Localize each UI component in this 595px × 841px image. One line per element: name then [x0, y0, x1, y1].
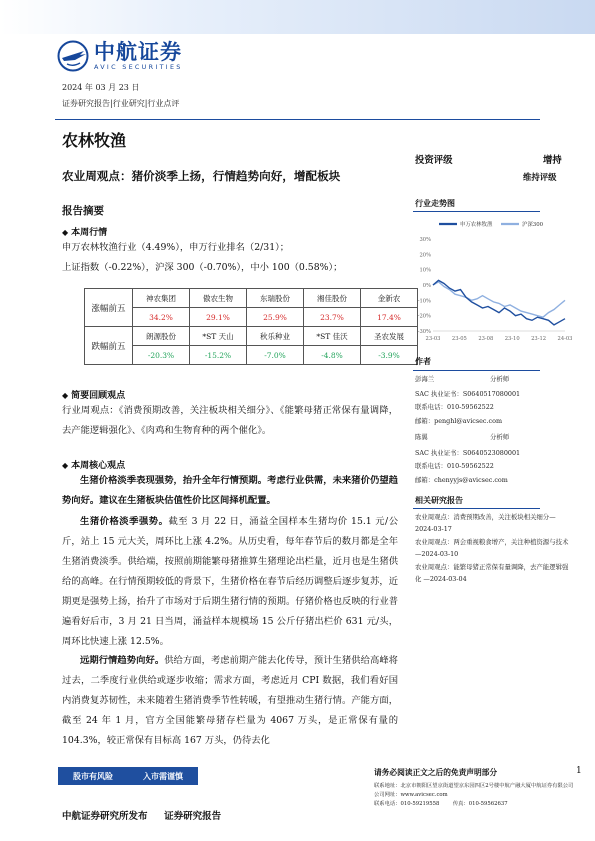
author-role: 分析师	[490, 375, 510, 383]
related-divider	[413, 508, 540, 509]
company-logo	[57, 38, 183, 74]
loser-name: 朗源股份	[133, 327, 190, 346]
table-row	[85, 289, 418, 308]
diamond-bullet-icon: ◆	[62, 390, 69, 400]
gainers-label: 涨幅前五	[85, 289, 133, 327]
company-address: 联系地址：北京市朝阳区望京街道望京东园四区2号楼中航产融大厦中航证券有限公司	[374, 783, 574, 789]
author-divider	[413, 370, 540, 371]
author-cert: SAC 执业证书：S0640523080001	[415, 449, 521, 457]
gainer-name: 金新农	[361, 289, 418, 308]
y-tick-label: 30%	[419, 237, 431, 243]
related-reports-title: 相关研究报告	[415, 495, 463, 505]
trend-chart-title: 行业走势图	[415, 198, 455, 208]
sector-title: 农林牧渔	[62, 131, 127, 150]
loser-pct: -4.8%	[304, 346, 361, 365]
top-band	[0, 0, 595, 34]
weekly-market-line-1: 申万农林牧渔行业（4.49%），申万行业排名（2/31）；	[62, 242, 290, 253]
chart-lines	[433, 280, 565, 325]
company-phone-fax: 联系电话：010-59219558 传真：010-59562637	[374, 801, 508, 807]
loser-pct: -3.9%	[361, 346, 418, 365]
loser-pct: -15.2%	[190, 346, 247, 365]
x-tick-label: 23-10	[504, 336, 520, 342]
risk-text-1: 股市有风险	[73, 770, 113, 781]
loser-name: 圣农发展	[361, 327, 418, 346]
y-tick-label: -20%	[417, 313, 431, 320]
report-headline: 农业周观点：猪价淡季上扬，行情趋势向好，增配板块	[62, 169, 341, 183]
outlook-lead: 远期行情趋势向好。	[80, 655, 165, 666]
author-name: 陈翼	[415, 433, 428, 441]
diamond-bullet-icon: ◆	[62, 227, 69, 237]
logo-cn-text: 中航证券	[94, 40, 182, 64]
author-email[interactable]: 邮箱：penghl@avicsec.com	[415, 417, 503, 425]
series-line	[433, 280, 565, 325]
related-report-link[interactable]: 农业周观点：能繁母猪正常保有量调降，去产能逻辑强化 —2024-03-04	[415, 563, 569, 583]
publisher: 中航证券研究所发布 证券研究报告	[62, 811, 222, 822]
author-email[interactable]: 邮箱：chenyyjs@avicsec.com	[415, 476, 508, 484]
section-weekly-market: ◆ 本周行情	[62, 227, 108, 238]
trend-divider	[413, 211, 540, 212]
core-view-summary: 生猪价格淡季表现强势，抬升全年行情预期。考虑行业供需，未来猪价仍望趋势向好。建议在生猪板块估值性价比区间择机配置。	[62, 475, 398, 506]
paragraph-outlook	[62, 651, 398, 751]
paragraph-pig-price	[62, 512, 398, 652]
table-row	[85, 308, 418, 327]
losers-label: 跌幅前五	[85, 327, 133, 365]
loser-pct: -20.3%	[133, 346, 190, 365]
risk-text-2: 入市需谨慎	[143, 770, 183, 781]
risk-warning-bar	[58, 767, 198, 785]
gainer-name: 神农集团	[133, 289, 190, 308]
gainer-pct: 23.7%	[304, 308, 361, 327]
y-tick-label: -30%	[417, 329, 431, 335]
x-tick-label: 23-05	[451, 336, 467, 342]
author-cert: SAC 执业证书：S0640517080001	[415, 390, 521, 398]
diamond-bullet-icon: ◆	[62, 460, 69, 470]
gainer-pct: 29.1%	[190, 308, 247, 327]
outlook-body: 供给方面，考虑前期产能去化传导，预计生猪供给高峰将过去，二季度行业供给或逐步收缩；需求方面，考虑近月 CPI 数据，我们看好国内消费复苏韧性，未来随着生猪消费季节性转暖，有望推动生猪行情。产能方面，截至 24 年 1 月，官方全国能繁母猪存栏量为 4067 万头，是正常保有量的 104.3%，较正常保有目标高 167 万头，仍待去化	[62, 655, 398, 746]
x-tick-label: 23-12	[531, 336, 547, 342]
author-phone: 联系电话：010-59562522	[415, 403, 494, 411]
author-name: 彭海兰	[415, 375, 435, 383]
section-core-views: ◆ 本周核心观点	[62, 460, 126, 471]
gainer-pct: 25.9%	[247, 308, 304, 327]
disclaimer-notice: 请务必阅读正文之后的免责声明部分	[374, 768, 498, 777]
gainer-name: 傲农生物	[190, 289, 247, 308]
rating-status: 维持评级	[523, 172, 557, 182]
page-number: 1	[576, 766, 582, 776]
x-tick-label: 24-03	[557, 336, 573, 342]
pig-price-body: 截至 3 月 22 日，涌益全国样本生猪均价 15.1 元/公斤，站上 15 元大关，周环比上涨 4.2%。从历史看，每年春节后的数月都是全年生猪消费淡季。供给端，按照前期能繁母猪推算生猪理论出栏量，近月也是生猪供给的高峰。在行情预期较低的背景下，生猪价格在春节后经历调整后逐步复苏，近期更是强势上扬，抬升了市场对于后期生猪行情的预期。仔猪价格也反映的行业普遍看好后市，3 月 21 日当周，涌益样本规模场 15 公斤仔猪出栏价 631 元/头，周环比快速上涨 12.5%。	[62, 516, 398, 647]
x-tick-label: 23-03	[425, 336, 441, 342]
weekly-market-line-2: 上证指数（-0.22%），沪深 300（-0.70%），中小 100（0.58%）；	[62, 262, 343, 273]
avic-logo-icon	[57, 40, 89, 72]
company-website[interactable]: 公司网址：www.avicsec.com	[374, 792, 448, 798]
section-review: ◆ 简要回顾观点	[62, 390, 126, 401]
gainer-pct: 17.4%	[361, 308, 418, 327]
x-tick-label: 23-08	[478, 336, 494, 342]
logo-en-text: AVIC SECURITIES	[94, 63, 183, 71]
related-report-link[interactable]: 农业周观点：消费预期改善，关注板块相关细分—2024-03-17	[415, 513, 556, 533]
rating-label: 投资评级	[415, 155, 453, 166]
chart-axes	[418, 237, 573, 342]
loser-name: *ST 佳沃	[304, 327, 361, 346]
y-tick-label: 10%	[419, 267, 431, 274]
gainer-name: 东瑞股份	[247, 289, 304, 308]
pig-price-lead: 生猪价格淡季强势。	[80, 516, 169, 527]
author-role: 分析师	[490, 433, 510, 441]
author-phone: 联系电话：010-59562522	[415, 462, 494, 470]
table-row	[85, 346, 418, 365]
loser-name: 秋乐种业	[247, 327, 304, 346]
table-row	[85, 327, 418, 346]
chart-legend	[439, 220, 544, 228]
header-divider	[55, 119, 540, 120]
report-type: 证券研究报告|行业研究|行业点评	[62, 99, 180, 108]
report-date: 2024 年 03 月 23 日	[62, 83, 140, 92]
rating-value: 增持	[543, 155, 562, 166]
legend-label: 沪深300	[522, 222, 544, 228]
y-tick-label: 20%	[419, 252, 431, 259]
y-tick-label: 0%	[422, 283, 431, 289]
industry-trend-chart	[413, 215, 573, 351]
review-text: 行业周观点：《消费预期改善，关注板块相关细分》、《能繁母猪正常保有量调降，去产能逻辑强化》、《肉鸡和生物育种的两个催化》。	[62, 405, 398, 436]
loser-pct: -7.0%	[247, 346, 304, 365]
gainer-name: 湘佳股份	[304, 289, 361, 308]
top-movers-table	[84, 288, 418, 365]
legend-label: 申万农林牧渔	[460, 222, 493, 228]
related-report-link[interactable]: 农业周观点：两会重视粮食增产，关注种植资源与技术 —2024-03-10	[415, 538, 569, 558]
loser-name: *ST 天山	[190, 327, 247, 346]
gainer-pct: 34.2%	[133, 308, 190, 327]
y-tick-label: -10%	[417, 298, 431, 305]
author-title: 作者	[415, 356, 431, 366]
company-contact	[374, 782, 574, 809]
abstract-title: 报告摘要	[62, 205, 104, 217]
